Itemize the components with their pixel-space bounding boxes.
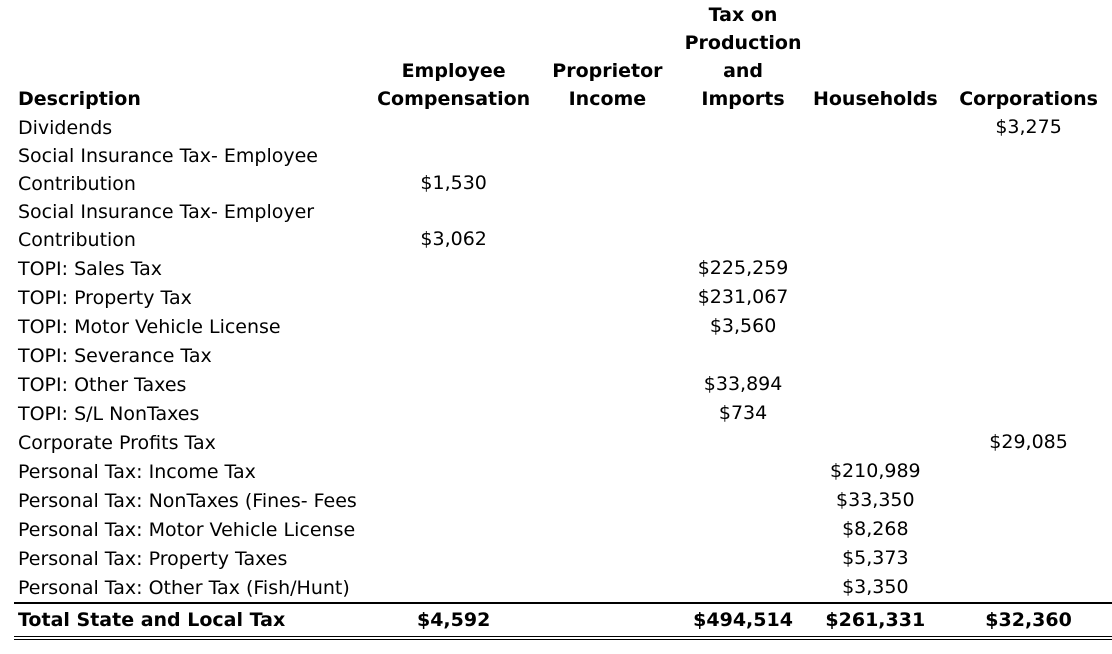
cell-proprietor-income [534,370,680,399]
cell-tax-on-production: $33,894 [703,373,783,395]
table-row [14,399,1112,428]
cell-corporations [945,142,1112,198]
table-row [14,370,1112,399]
row-description: Social Insurance Tax- Employee Contribution [18,145,318,195]
cell-households [806,254,946,283]
cell-employee-compensation [373,486,534,515]
cell-employee-compensation [373,113,534,142]
cell-proprietor-income [534,283,680,312]
row-description: Personal Tax: Income Tax [18,460,256,483]
cell-corporations [945,283,1112,312]
cell-proprietor-income [534,544,680,573]
cell-employee-compensation [373,428,534,457]
row-description: TOPI: Property Tax [18,286,192,309]
cell-households: $3,350 [842,576,909,598]
table-row [14,113,1112,142]
row-description: TOPI: Severance Tax [18,344,212,367]
row-description: Personal Tax: Motor Vehicle License [18,518,356,541]
cell-tax-on-production [681,573,806,603]
cell-households [806,399,946,428]
total-tax-on-production: $494,514 [681,603,806,638]
cell-employee-compensation [373,515,534,544]
cell-corporations [945,573,1112,603]
cell-corporations [945,312,1112,341]
cell-tax-on-production: $3,560 [709,315,777,337]
table-row [14,198,1112,254]
cell-households [806,283,946,312]
cell-households [806,370,946,399]
cell-proprietor-income [534,573,680,603]
row-description: TOPI: Other Taxes [18,373,187,396]
cell-proprietor-income [534,312,680,341]
row-description: Personal Tax: NonTaxes (Fines- Fees [18,489,357,512]
table-row [14,312,1112,341]
cell-corporations [945,370,1112,399]
cell-corporations [945,254,1112,283]
cell-employee-compensation [373,341,534,370]
cell-corporations [945,457,1112,486]
total-row [14,603,1112,638]
table-row [14,254,1112,283]
cell-households [806,113,946,142]
row-description: TOPI: Sales Tax [18,257,163,280]
cell-employee-compensation: $3,062 [420,228,487,250]
cell-households: $33,350 [836,489,915,511]
cell-corporations [945,486,1112,515]
cell-corporations [945,515,1112,544]
total-households: $261,331 [806,603,946,638]
cell-tax-on-production [681,486,806,515]
cell-households [806,341,946,370]
cell-tax-on-production [681,544,806,573]
total-employee-compensation: $4,592 [373,603,534,638]
row-description: TOPI: Motor Vehicle License [18,315,281,338]
cell-proprietor-income [534,254,680,283]
cell-corporations: $3,275 [995,116,1062,138]
header-tax-on-production: Tax on Production and Imports [684,4,802,110]
cell-tax-on-production [681,198,806,254]
cell-employee-compensation [373,544,534,573]
cell-tax-on-production [681,142,806,198]
cell-employee-compensation [373,457,534,486]
total-proprietor-income [534,603,680,638]
cell-households: $5,373 [842,547,909,569]
cell-tax-on-production: $734 [718,402,768,424]
cell-employee-compensation [373,254,534,283]
cell-corporations [945,198,1112,254]
cell-employee-compensation [373,312,534,341]
cell-employee-compensation [373,283,534,312]
row-description: Social Insurance Tax- Employer Contribution [18,201,315,251]
cell-households [806,312,946,341]
row-description: TOPI: S/L NonTaxes [18,402,200,425]
table-row [14,428,1112,457]
table-body [14,113,1112,638]
cell-households [806,428,946,457]
cell-proprietor-income [534,198,680,254]
cell-households [806,198,946,254]
cell-tax-on-production [681,457,806,486]
header-proprietor-income: Proprietor Income [552,60,663,110]
cell-proprietor-income [534,515,680,544]
cell-proprietor-income [534,457,680,486]
cell-households: $210,989 [829,460,921,482]
header-description: Description [18,88,141,110]
tax-table [14,0,1112,640]
cell-tax-on-production [681,341,806,370]
total-corporations: $32,360 [945,603,1112,638]
row-description: Dividends [18,116,113,139]
cell-tax-on-production: $225,259 [697,257,789,279]
cell-proprietor-income [534,486,680,515]
cell-households: $8,268 [842,518,909,540]
cell-households [806,142,946,198]
cell-tax-on-production [681,515,806,544]
cell-corporations: $29,085 [989,431,1068,453]
cell-employee-compensation [373,399,534,428]
row-description: Personal Tax: Property Taxes [18,547,288,570]
row-description: Personal Tax: Other Tax (Fish/Hunt) [18,576,350,599]
header-households: Households [812,88,938,110]
total-label: Total State and Local Tax [14,603,373,638]
cell-proprietor-income [534,428,680,457]
row-description: Corporate Profits Tax [18,431,216,454]
cell-proprietor-income [534,399,680,428]
table-row [14,573,1112,603]
table-row [14,544,1112,573]
cell-tax-on-production [681,428,806,457]
table-row [14,515,1112,544]
header-row [14,0,1112,113]
cell-proprietor-income [534,341,680,370]
table-row [14,486,1112,515]
header-corporations: Corporations [959,88,1098,110]
cell-employee-compensation [373,370,534,399]
cell-corporations [945,544,1112,573]
cell-corporations [945,341,1112,370]
cell-proprietor-income [534,142,680,198]
table-row [14,283,1112,312]
cell-proprietor-income [534,113,680,142]
table-row [14,142,1112,198]
table-row [14,341,1112,370]
header-employee-compensation: Employee Compensation [377,60,531,110]
cell-employee-compensation [373,573,534,603]
cell-employee-compensation: $1,530 [420,172,487,194]
table-row [14,457,1112,486]
cell-tax-on-production: $231,067 [697,286,789,308]
cell-corporations [945,399,1112,428]
cell-tax-on-production [681,113,806,142]
